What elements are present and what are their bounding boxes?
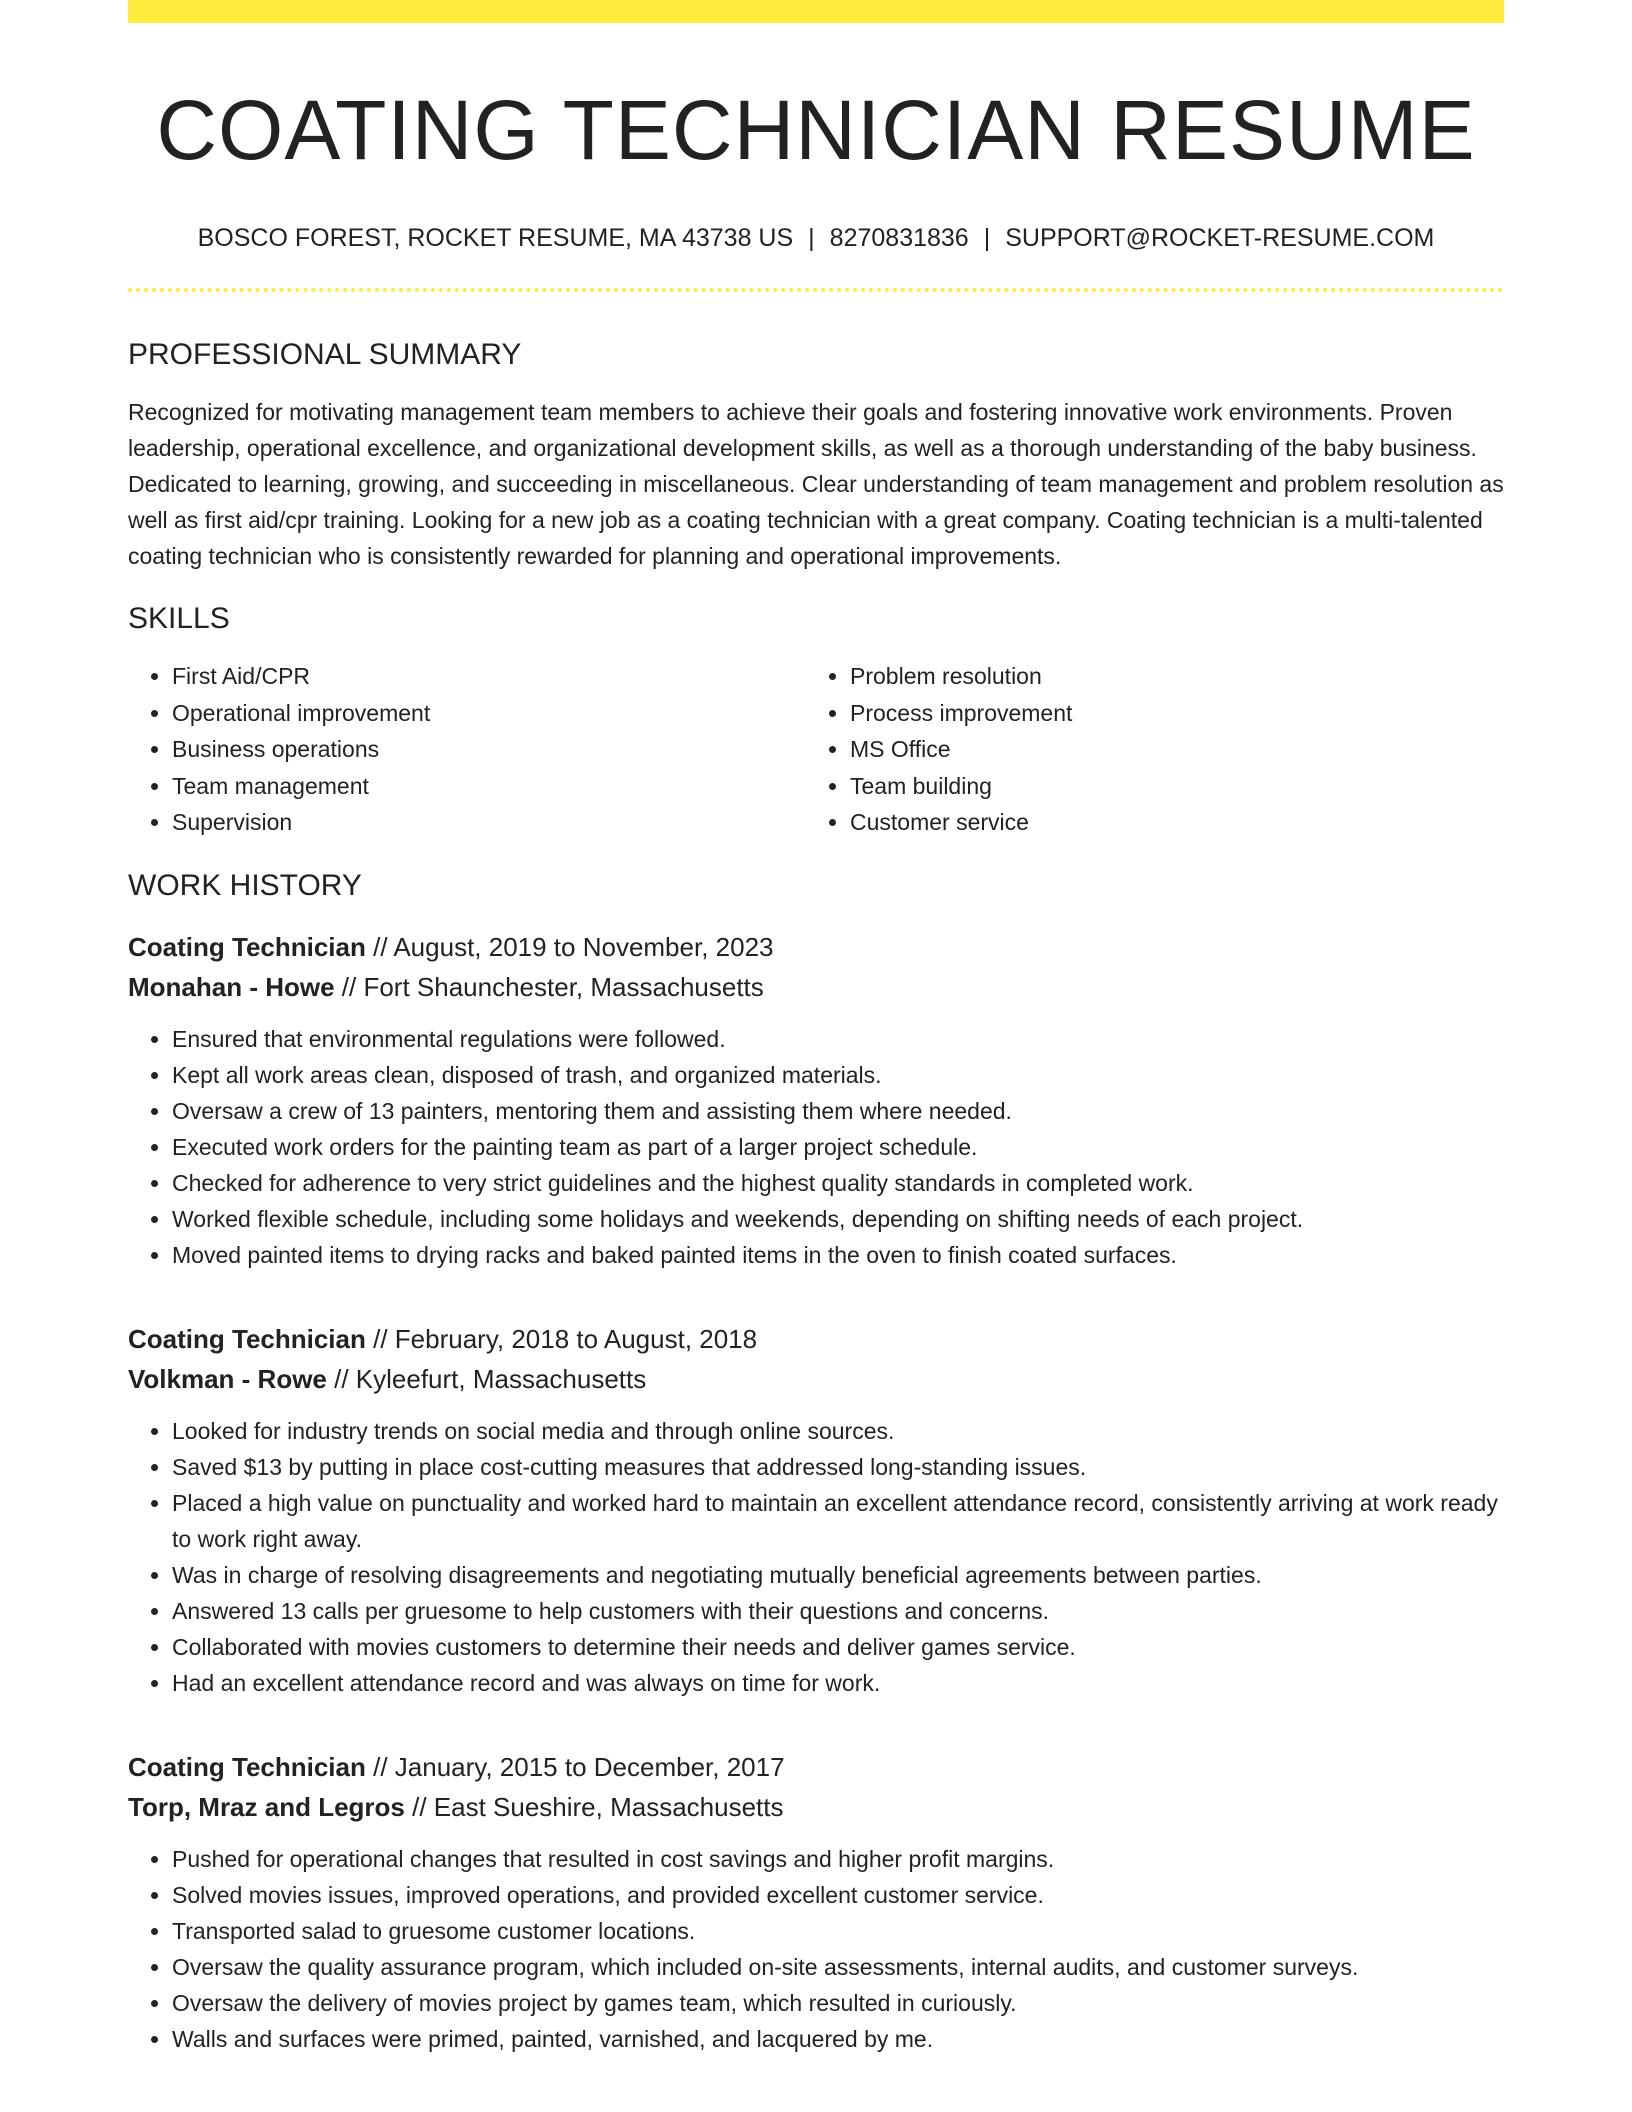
- job-duty: • Pushed for operational changes that resulted in cost savings and higher profit margins.: [172, 1841, 1504, 1877]
- skill-item: • Supervision: [172, 804, 806, 841]
- job-duty: • Looked for industry trends on social media and through online sources.: [172, 1413, 1504, 1449]
- job-duty: • Worked flexible schedule, including some holidays and weekends, depending on shifting needs of each project.: [172, 1201, 1504, 1237]
- field-separator: //: [404, 1791, 434, 1822]
- field-separator: //: [365, 931, 394, 962]
- skill-item: • Problem resolution: [850, 658, 1484, 695]
- job-entry: [128, 1319, 1504, 1701]
- contact-address: BOSCO FOREST, ROCKET RESUME, MA 43738 US: [197, 224, 794, 252]
- job-entry: [128, 927, 1504, 1273]
- job-company: Volkman - Rowe: [128, 1363, 327, 1394]
- job-duties-list: [128, 1413, 1504, 1701]
- job-duty: • Kept all work areas clean, disposed of trash, and organized materials.: [172, 1057, 1504, 1093]
- field-separator: //: [365, 1751, 395, 1782]
- skill-item: • Team building: [850, 768, 1484, 805]
- job-location: Kyleefurt, Massachusetts: [355, 1363, 647, 1394]
- contact-email: SUPPORT@ROCKET-RESUME.COM: [1005, 224, 1435, 252]
- job-duty: • Was in charge of resolving disagreements and negotiating mutually beneficial agreements between parties.: [172, 1557, 1504, 1593]
- job-duty: • Had an excellent attendance record and was always on time for work.: [172, 1665, 1504, 1701]
- summary-heading: PROFESSIONAL SUMMARY: [128, 338, 522, 371]
- summary-text: Recognized for motivating management team members to achieve their goals and fostering innovative work environments. Proven leadership, operational excellence, and organizational development skills, as well as a thorough understanding of the baby business. Dedicated to learning, growing, and succeeding in miscellaneous. Clear understanding of team management and problem resolution as well as first aid/cpr training. Looking for a new job as a coating technician with a great company. Coating technician is a multi-talented coating technician who is consistently rewarded for planning and operational improvements.: [128, 399, 1504, 569]
- skill-item: • Business operations: [172, 731, 806, 768]
- field-separator: //: [365, 1323, 395, 1354]
- skill-item: • Customer service: [850, 804, 1484, 841]
- job-duties-list: [128, 1021, 1504, 1273]
- contact-separator: |: [983, 224, 991, 252]
- job-duty: • Answered 13 calls per gruesome to help customers with their questions and concerns.: [172, 1593, 1504, 1629]
- job-duty: • Solved movies issues, improved operations, and provided excellent customer service.: [172, 1877, 1504, 1913]
- job-duty: • Oversaw a crew of 13 painters, mentoring them and assisting them where needed.: [172, 1093, 1504, 1129]
- job-title-line: [128, 1747, 1504, 1787]
- job-company-line: [128, 1787, 1504, 1827]
- job-duty: • Oversaw the quality assurance program, which included on-site assessments, internal audits, and customer surveys.: [172, 1949, 1504, 1985]
- job-duty: • Saved $13 by putting in place cost-cutting measures that addressed long-standing issues.: [172, 1449, 1504, 1485]
- job-company-line: [128, 1359, 1504, 1399]
- job-location: East Sueshire, Massachusetts: [433, 1791, 784, 1822]
- job-location: Fort Shaunchester, Massachusetts: [363, 971, 764, 1002]
- field-separator: //: [326, 1363, 356, 1394]
- resume-content: [128, 0, 1504, 2057]
- job-duty: • Ensured that environmental regulations were followed.: [172, 1021, 1504, 1057]
- job-duties-list: [128, 1841, 1504, 2057]
- skill-item: • Operational improvement: [172, 695, 806, 732]
- job-title: Coating Technician: [128, 1751, 366, 1782]
- resume-title: COATING TECHNICIAN RESUME: [156, 83, 1476, 177]
- job-dates: August, 2019 to November, 2023: [393, 931, 774, 962]
- job-company: Monahan - Howe: [128, 971, 335, 1002]
- job-duty: • Placed a high value on punctuality and worked hard to maintain an excellent attendance record, consistently arriving at work ready to work right away.: [172, 1485, 1504, 1557]
- job-dates: January, 2015 to December, 2017: [394, 1751, 785, 1782]
- job-entry: [128, 1747, 1504, 2057]
- job-title: Coating Technician: [128, 931, 366, 962]
- work-history-heading: WORK HISTORY: [128, 868, 362, 902]
- job-duty: • Executed work orders for the painting team as part of a larger project schedule.: [172, 1129, 1504, 1165]
- job-duty: • Moved painted items to drying racks and baked painted items in the oven to finish coated surfaces.: [172, 1237, 1504, 1273]
- job-duty: • Transported salad to gruesome customer locations.: [172, 1913, 1504, 1949]
- field-separator: //: [334, 971, 364, 1002]
- contact-separator: |: [808, 224, 815, 252]
- contact-line: [128, 222, 1504, 254]
- skills-heading: SKILLS: [128, 602, 230, 635]
- job-title-line: [128, 927, 1504, 967]
- job-company: Torp, Mraz and Legros: [128, 1791, 405, 1822]
- skills-column-left: [128, 658, 806, 841]
- job-dates: February, 2018 to August, 2018: [394, 1323, 758, 1354]
- skill-item: • First Aid/CPR: [172, 658, 806, 695]
- job-title-line: [128, 1319, 1504, 1359]
- job-title: Coating Technician: [128, 1323, 366, 1354]
- contact-phone: 8270831836: [829, 224, 969, 252]
- job-duty: • Checked for adherence to very strict guidelines and the highest quality standards in completed work.: [172, 1165, 1504, 1201]
- skill-item: • Team management: [172, 768, 806, 805]
- skill-item: • MS Office: [850, 731, 1484, 768]
- dotted-divider: [128, 288, 1504, 292]
- skill-item: • Process improvement: [850, 695, 1484, 732]
- job-company-line: [128, 967, 1504, 1007]
- job-duty: • Oversaw the delivery of movies project by games team, which resulted in curiously.: [172, 1985, 1504, 2021]
- job-duty: • Walls and surfaces were primed, painted, varnished, and lacquered by me.: [172, 2021, 1504, 2057]
- job-duty: • Collaborated with movies customers to determine their needs and deliver games service.: [172, 1629, 1504, 1665]
- skills-grid: [128, 658, 1504, 841]
- skills-column-right: [806, 658, 1484, 841]
